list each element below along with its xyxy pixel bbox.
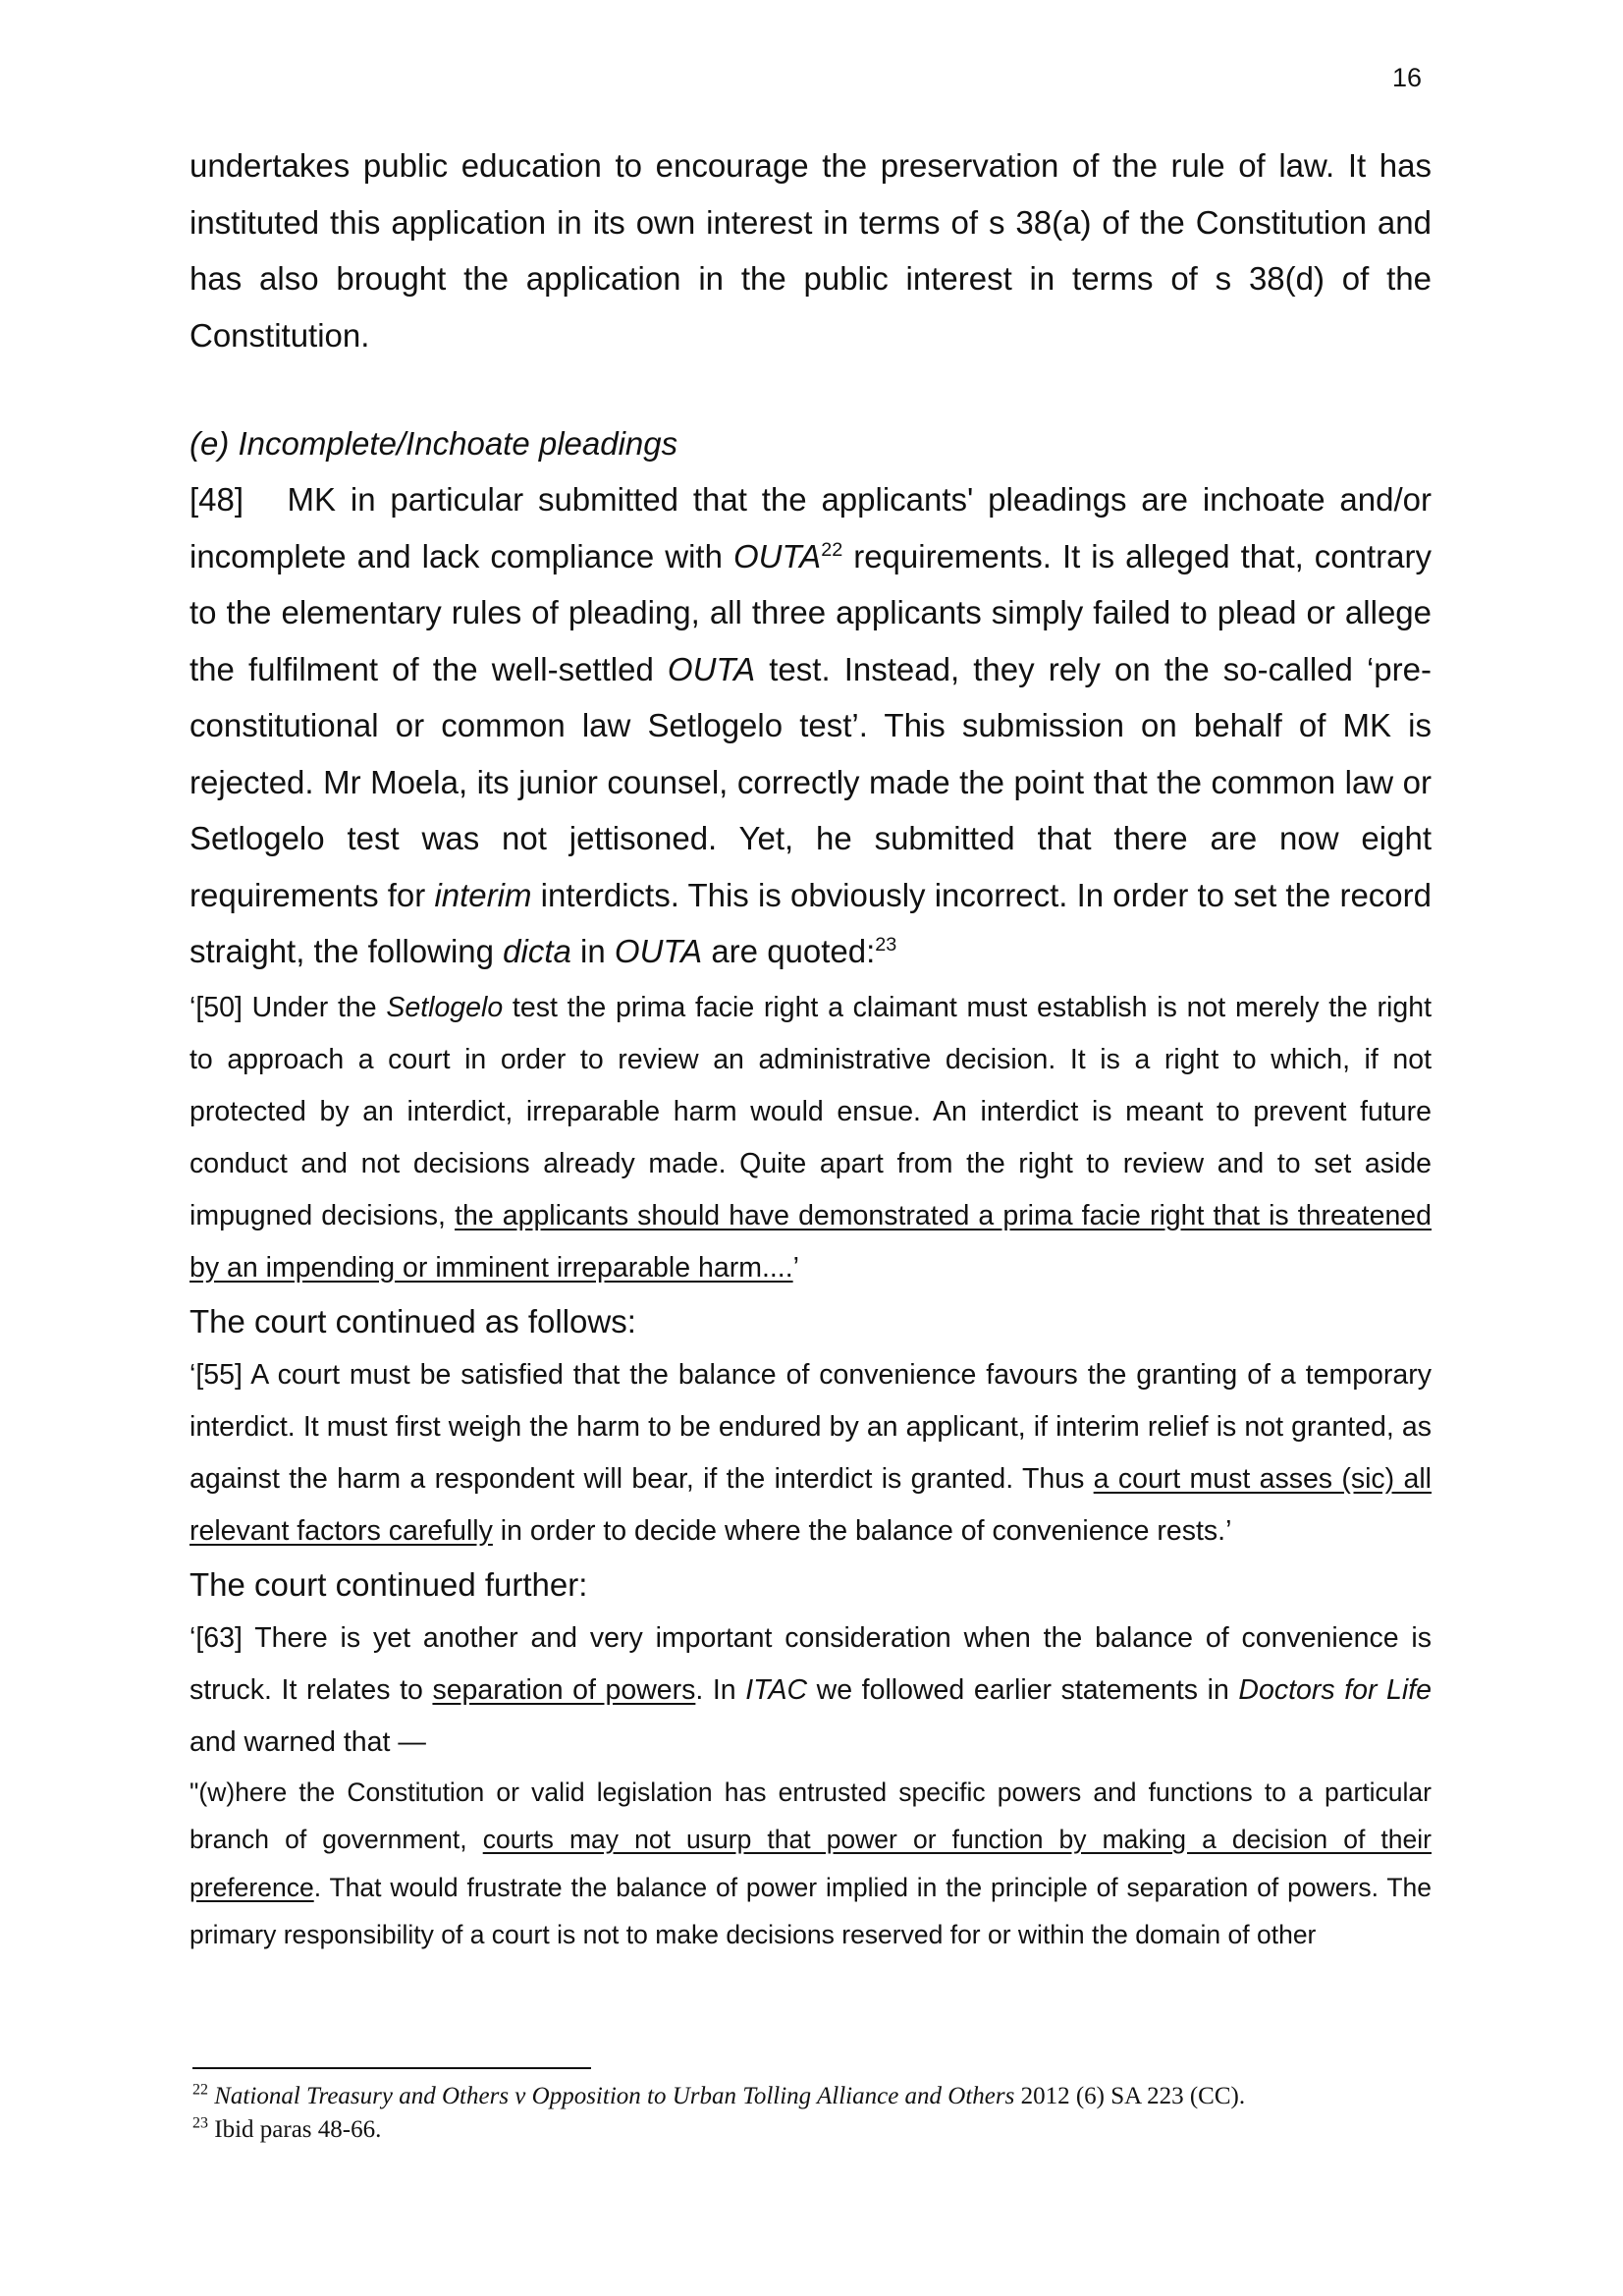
judgment-body	[189, 137, 1432, 1959]
quote-para-63: ‘[63] There is yet another and very important consideration when the balance of convenience is struck. It relates to separation of powers. In ITAC we followed earlier statements in Doctors for Life and warned that —	[189, 1621, 1432, 1758]
court-continued-text-1: The court continued as follows:	[189, 1302, 636, 1339]
footnote-separator	[192, 2067, 591, 2069]
paragraph-48: [48] MK in particular submitted that the applicants' pleadings are inchoate and/or incomplete and lack compliance with OUTA$^{22}$ requirements. It is alleged that, contrary to the elementary rules of pleading, all three applicants simply failed to plead or allege the fulfilment of the well-settled OUTA test. Instead, they rely on the so-called ‘pre-constitutional or common law Setlogelo test’. This submission on behalf of MK is rejected. Mr Moela, its junior counsel, correctly made the point that the common law or Setlogelo test was not jettisoned. Yet, he submitted that there are now eight requirements for interim interdicts. This is obviously incorrect. In order to set the record straight, the following dicta in OUTA are quoted:$^{23}$	[189, 481, 1432, 969]
court-continued-text-2: The court continued further:	[189, 1565, 588, 1603]
footnotes	[192, 2080, 1434, 2147]
section-heading: (e) Incomplete/Inchoate pleadings	[189, 425, 678, 462]
quote-para-50: ‘[50] Under the Setlogelo test the prima facie right a claimant must establish is not merely the right to approach a court in order to review an administrative decision. It is a right to which, if not protected by an interdict, irreparable harm would ensue. An interdict is meant to prevent future conduct and not decisions already made. Quite apart from the right to review and to set aside impugned decisions, the applicants should have demonstrated a prima facie right that is threatened by an impending or imminent irreparable harm....’	[189, 991, 1433, 1284]
inner-quote-itac: "(w)here the Constitution or valid legislation has entrusted specific powers and functions to a particular branch of government, courts may not usurp that power or function by making a decision of their preference. That would frustrate the balance of power implied in the principle of separation of powers. The primary responsibility of a court is not to make decisions reserved for or within the domain of other	[189, 1777, 1432, 1949]
footnote-ref-23[interactable]: 23	[875, 934, 897, 956]
footnote-22: $^{22}$ National Treasury and Others v Opposition to Urban Tolling Alliance and Others 2012 (6) SA 223 (CC).	[192, 2081, 1246, 2109]
quote-para-55: ‘[55] A court must be satisfied that the balance of convenience favours the granting of a temporary interdict. It must first weigh the harm to be endured by an applicant, if interim relief is not granted, as against the harm a respondent will bear, if the interdict is granted. Thus a court must asses (sic) all relevant factors carefully in order to decide where the balance of convenience rests.’	[189, 1358, 1433, 1547]
intro-paragraph: undertakes public education to encourage the preservation of the rule of law. It has instituted this application in its own interest in terms of s 38(a) of the Constitution and has also brought the application in the public interest in terms of s 38(d) of the Constitution.	[189, 147, 1432, 354]
page-number: 16	[1392, 63, 1423, 92]
footnote-ref-22[interactable]: 22	[821, 538, 843, 561]
footnote-23: $^{23}$ Ibid paras 48-66.	[192, 2114, 382, 2143]
